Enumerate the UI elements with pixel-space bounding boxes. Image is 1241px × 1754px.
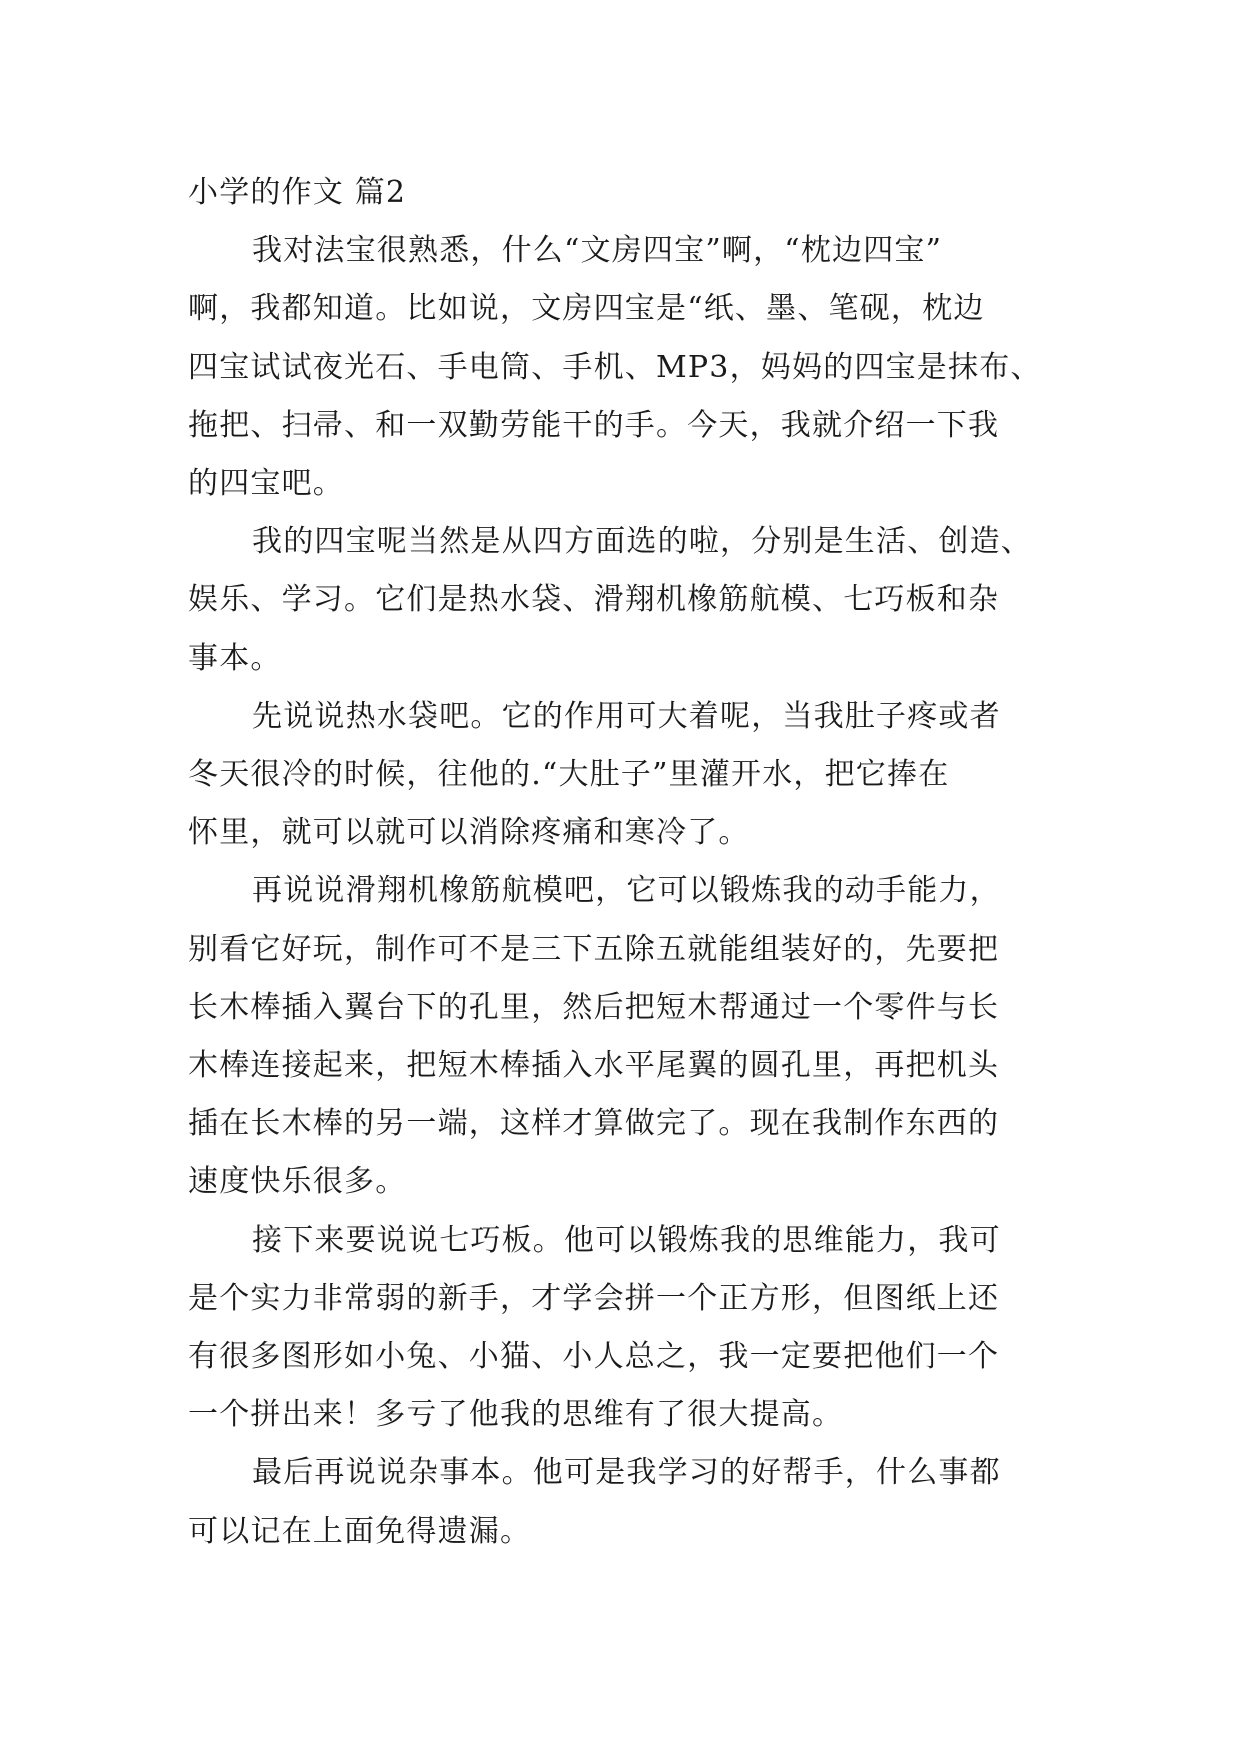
paragraph-3 — [188, 688, 1053, 863]
text-line: 有很多图形如小兔、小猫、小人总之，我一定要把他们一个 — [188, 1339, 1000, 1375]
text-line: 娱乐、学习。它们是热水袋、滑翔机橡筋航模、七巧板和杂 — [188, 582, 1000, 618]
text-line: 插在长木棒的另一端，这样才算做完了。现在我制作东西的 — [188, 1106, 1000, 1142]
text-line: 别看它好玩，制作可不是三下五除五就能组装好的，先要把 — [188, 931, 1000, 967]
text-line: 速度快乐很多。 — [188, 1164, 407, 1200]
paragraph-2 — [188, 513, 1053, 688]
paragraph-5 — [188, 1212, 1053, 1445]
text-line: 是个实力非常弱的新手，才学会拼一个正方形，但图纸上还 — [188, 1280, 1000, 1316]
article-body — [188, 164, 1053, 1561]
text-line: 冬天很冷的时候，往他的.“大肚子”里灌开水，把它捧在 — [188, 757, 950, 793]
text-line: 一个拼出来！多亏了他我的思维有了很大提高。 — [188, 1397, 844, 1433]
text-line: 的四宝吧。 — [188, 466, 344, 502]
article-title: 小学的作文 篇2 — [188, 175, 407, 210]
text-line: 先说说热水袋吧。它的作用可大着呢，当我肚子疼或者 — [252, 698, 1001, 734]
text-line: 拖把、扫帚、和一双勤劳能干的手。今天，我就介绍一下我 — [188, 407, 1000, 443]
text-line: 四宝试试夜光石、手电筒、手机、MP3，妈妈的四宝是抹布、 — [188, 349, 1042, 385]
text-line: 怀里，就可以就可以消除疼痛和寒冷了。 — [188, 815, 750, 851]
text-line: 最后再说说杂事本。他可是我学习的好帮手，什么事都 — [252, 1455, 1001, 1491]
paragraph-1 — [188, 222, 1053, 513]
text-line: 长木棒插入翼台下的孔里，然后把短木帮通过一个零件与长 — [188, 989, 1000, 1025]
paragraph-6 — [188, 1444, 1053, 1560]
text-line: 事本。 — [188, 640, 282, 676]
text-line: 木棒连接起来，把短木棒插入水平尾翼的圆孔里，再把机头 — [188, 1048, 1000, 1084]
text-line: 我的四宝呢当然是从四方面选的啦，分别是生活、创造、 — [252, 524, 1032, 560]
text-line: 可以记在上面免得遗漏。 — [188, 1513, 532, 1549]
text-line: 啊，我都知道。比如说，文房四宝是“纸、墨、笔砚，枕边 — [188, 291, 985, 327]
text-line: 接下来要说说七巧板。他可以锻炼我的思维能力，我可 — [252, 1222, 1001, 1258]
paragraph-4 — [188, 862, 1053, 1211]
text-line: 再说说滑翔机橡筋航模吧，它可以锻炼我的动手能力， — [252, 873, 1001, 909]
text-line: 我对法宝很熟悉，什么“文房四宝”啊，“枕边四宝” — [252, 233, 943, 269]
